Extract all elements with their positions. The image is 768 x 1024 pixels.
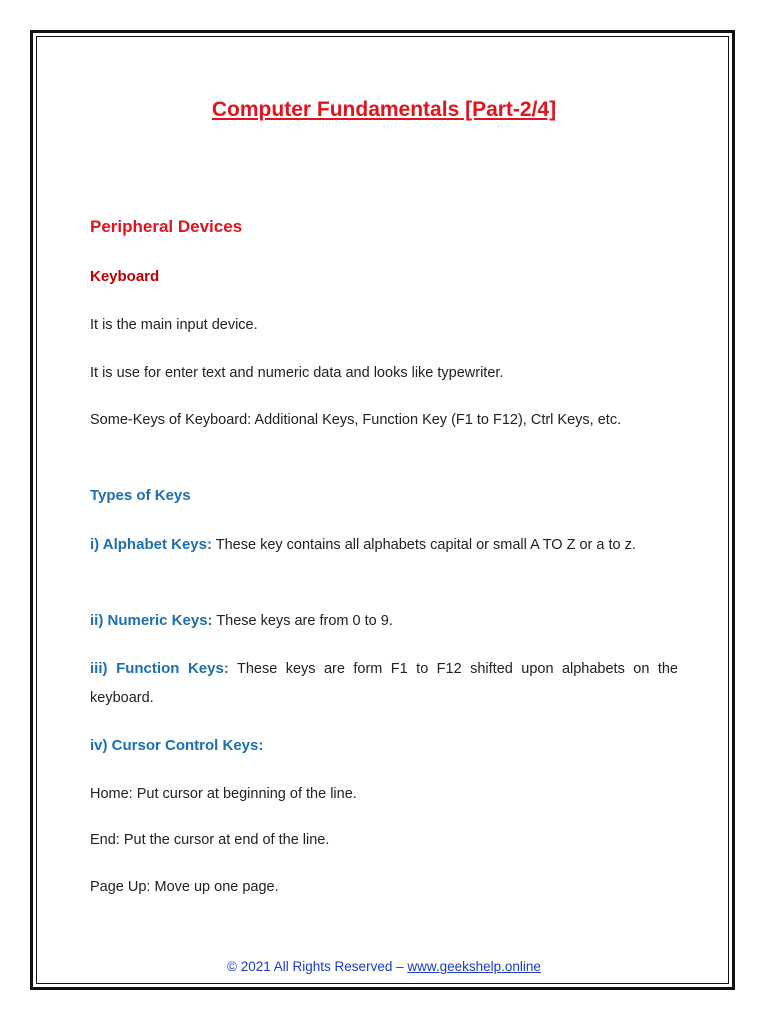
subsection-heading-keyboard: Keyboard bbox=[90, 268, 160, 285]
key-type-function-label: iii) Function Keys: bbox=[90, 660, 229, 677]
cursor-item-end: End: Put the cursor at end of the line. bbox=[90, 832, 330, 848]
cursor-item-page-up: Page Up: Move up one page. bbox=[90, 879, 279, 895]
key-type-function bbox=[90, 654, 678, 713]
paragraph-enter-text: It is use for enter text and numeric data and looks like typewriter. bbox=[90, 365, 504, 381]
footer-copyright-text: © 2021 All Rights Reserved – bbox=[227, 959, 408, 974]
heading-types-of-keys: Types of Keys bbox=[90, 487, 191, 504]
footer-copyright bbox=[0, 959, 768, 974]
key-type-numeric-label: ii) Numeric Keys: bbox=[90, 612, 213, 629]
heading-cursor-control-keys: iv) Cursor Control Keys: bbox=[90, 737, 264, 754]
key-type-alphabet bbox=[90, 530, 678, 560]
paragraph-main-input: It is the main input device. bbox=[90, 317, 258, 333]
document-title: Computer Fundamentals [Part-2/4] bbox=[211, 98, 557, 121]
paragraph-some-keys: Some-Keys of Keyboard: Additional Keys, Function Key (F1 to F12), Ctrl Keys, etc. bbox=[90, 412, 622, 428]
cursor-item-home: Home: Put cursor at beginning of the line. bbox=[90, 786, 357, 802]
key-type-function-text: These keys are form F1 to F12 shifted upon alphabets on the keyboard. bbox=[90, 661, 678, 706]
key-type-alphabet-label: i) Alphabet Keys: bbox=[90, 536, 212, 553]
key-type-alphabet-text: These key contains all alphabets capital or small A TO Z or a to z. bbox=[211, 537, 636, 553]
footer-website-link[interactable]: www.geekshelp.online bbox=[407, 959, 541, 974]
section-heading-peripheral-devices: Peripheral Devices bbox=[90, 217, 243, 236]
key-type-numeric bbox=[90, 606, 678, 636]
key-type-numeric-text: These keys are from 0 to 9. bbox=[212, 613, 393, 629]
